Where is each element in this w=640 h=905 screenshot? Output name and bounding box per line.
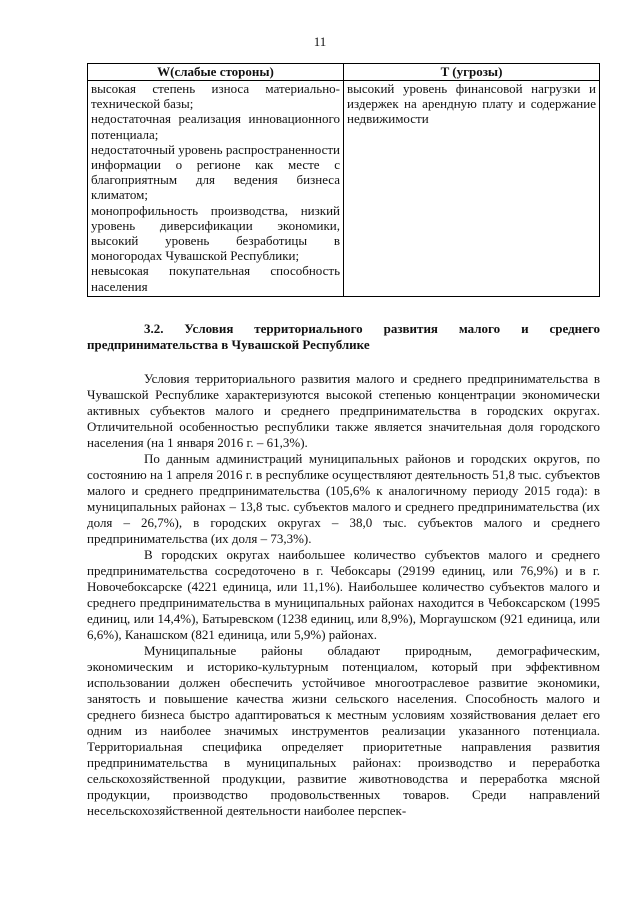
threats-header: T (угрозы): [344, 64, 600, 81]
weakness-item: высокая степень износа материально-технической базы;: [91, 81, 340, 112]
paragraph: В городских округах наибольшее количество субъектов малого и среднего предпринимательства сосредоточено в г. Чебоксары (29199 единиц, или 76,9%) и в г. Новочебоксарске (4221 единица, или 11,1%). Наибольшее количество субъектов малого и среднего предпринимательства в муниципальных районах находится в Чебоксарском (1995 единиц, или 14,4%), Батыревском (1238 единиц, или 8,9%), Моргаушском (921 единица, или 6,6%), Канашском (821 единица, или 5,9%) районах.: [87, 547, 600, 642]
swot-table: [87, 63, 600, 297]
threats-cell: [344, 81, 600, 297]
paragraph: Условия территориального развития малого и среднего предпринимательства в Чувашской Республике характеризуются высокой степенью концентрации экономически активных субъектов малого и среднего предпринимательства в городских округах. Отличительной особенностью республики также является значительная доля городского населения (на 1 января 2016 г. – 61,3%).: [87, 371, 600, 450]
weaknesses-header: W(слабые стороны): [88, 64, 344, 81]
swot-header-row: [88, 64, 600, 81]
weaknesses-cell: [88, 81, 344, 297]
paragraph: По данным администраций муниципальных районов и городских округов, по состоянию на 1 апреля 2016 г. в республике осуществляют деятельность 51,8 тыс. субъектов малого и среднего предпринимательства (105,6% к аналогичному периоду 2015 года): в муниципальных районах – 13,8 тыс. субъектов малого и среднего предпринимательства (их доля – 26,7%), в городских округах – 38,0 тыс. субъектов малого и среднего предпринимательства (их доля – 73,3%).: [87, 451, 600, 546]
weakness-item: недостаточный уровень распространенности информации о регионе как месте с благоприятным для ведения бизнеса климатом;: [91, 141, 340, 203]
section-heading-text: 3.2. Условия территориального развития малого и среднего предпринимательства в Чувашской Республике: [87, 321, 600, 352]
weakness-item: монопрофильность производства, низкий уровень диверсификации экономики, высокий уровень безработицы в моногородах Чувашской Республики;: [91, 202, 340, 264]
swot-body-row: [88, 81, 600, 297]
page-number: 11: [313, 34, 327, 49]
section-heading: [87, 321, 600, 353]
paragraph: Муниципальные районы обладают природным, демографическим, экономическим и историко-культурным потенциалом, который при эффективном использовании должен обеспечить устойчивое многоотраслевое развитие экономики, занятость и повышение качества жизни сельского населения. Способность малого и среднего бизнеса быстро адаптироваться к местным условиям хозяйствования делает его одним из наиболее значимых инструментов реализации указанного потенциала. Территориальная специфика определяет приоритетные направления развития предпринимательства в муниципальных районах: производство и переработка сельскохозяйственной продукции, развитие животноводства и переработка мясной продукции, производство продовольственных товаров. Среди направлений несельскохозяйственной деятельности наиболее перспек-: [87, 643, 600, 818]
threat-item: высокий уровень финансовой нагрузки и издержек на арендную плату и содержание недвижимости: [347, 81, 596, 127]
section-body: [87, 371, 600, 819]
weakness-item: недостаточная реализация инновационного потенциала;: [91, 111, 340, 142]
weakness-item: невысокая покупательная способность населения: [91, 263, 340, 294]
